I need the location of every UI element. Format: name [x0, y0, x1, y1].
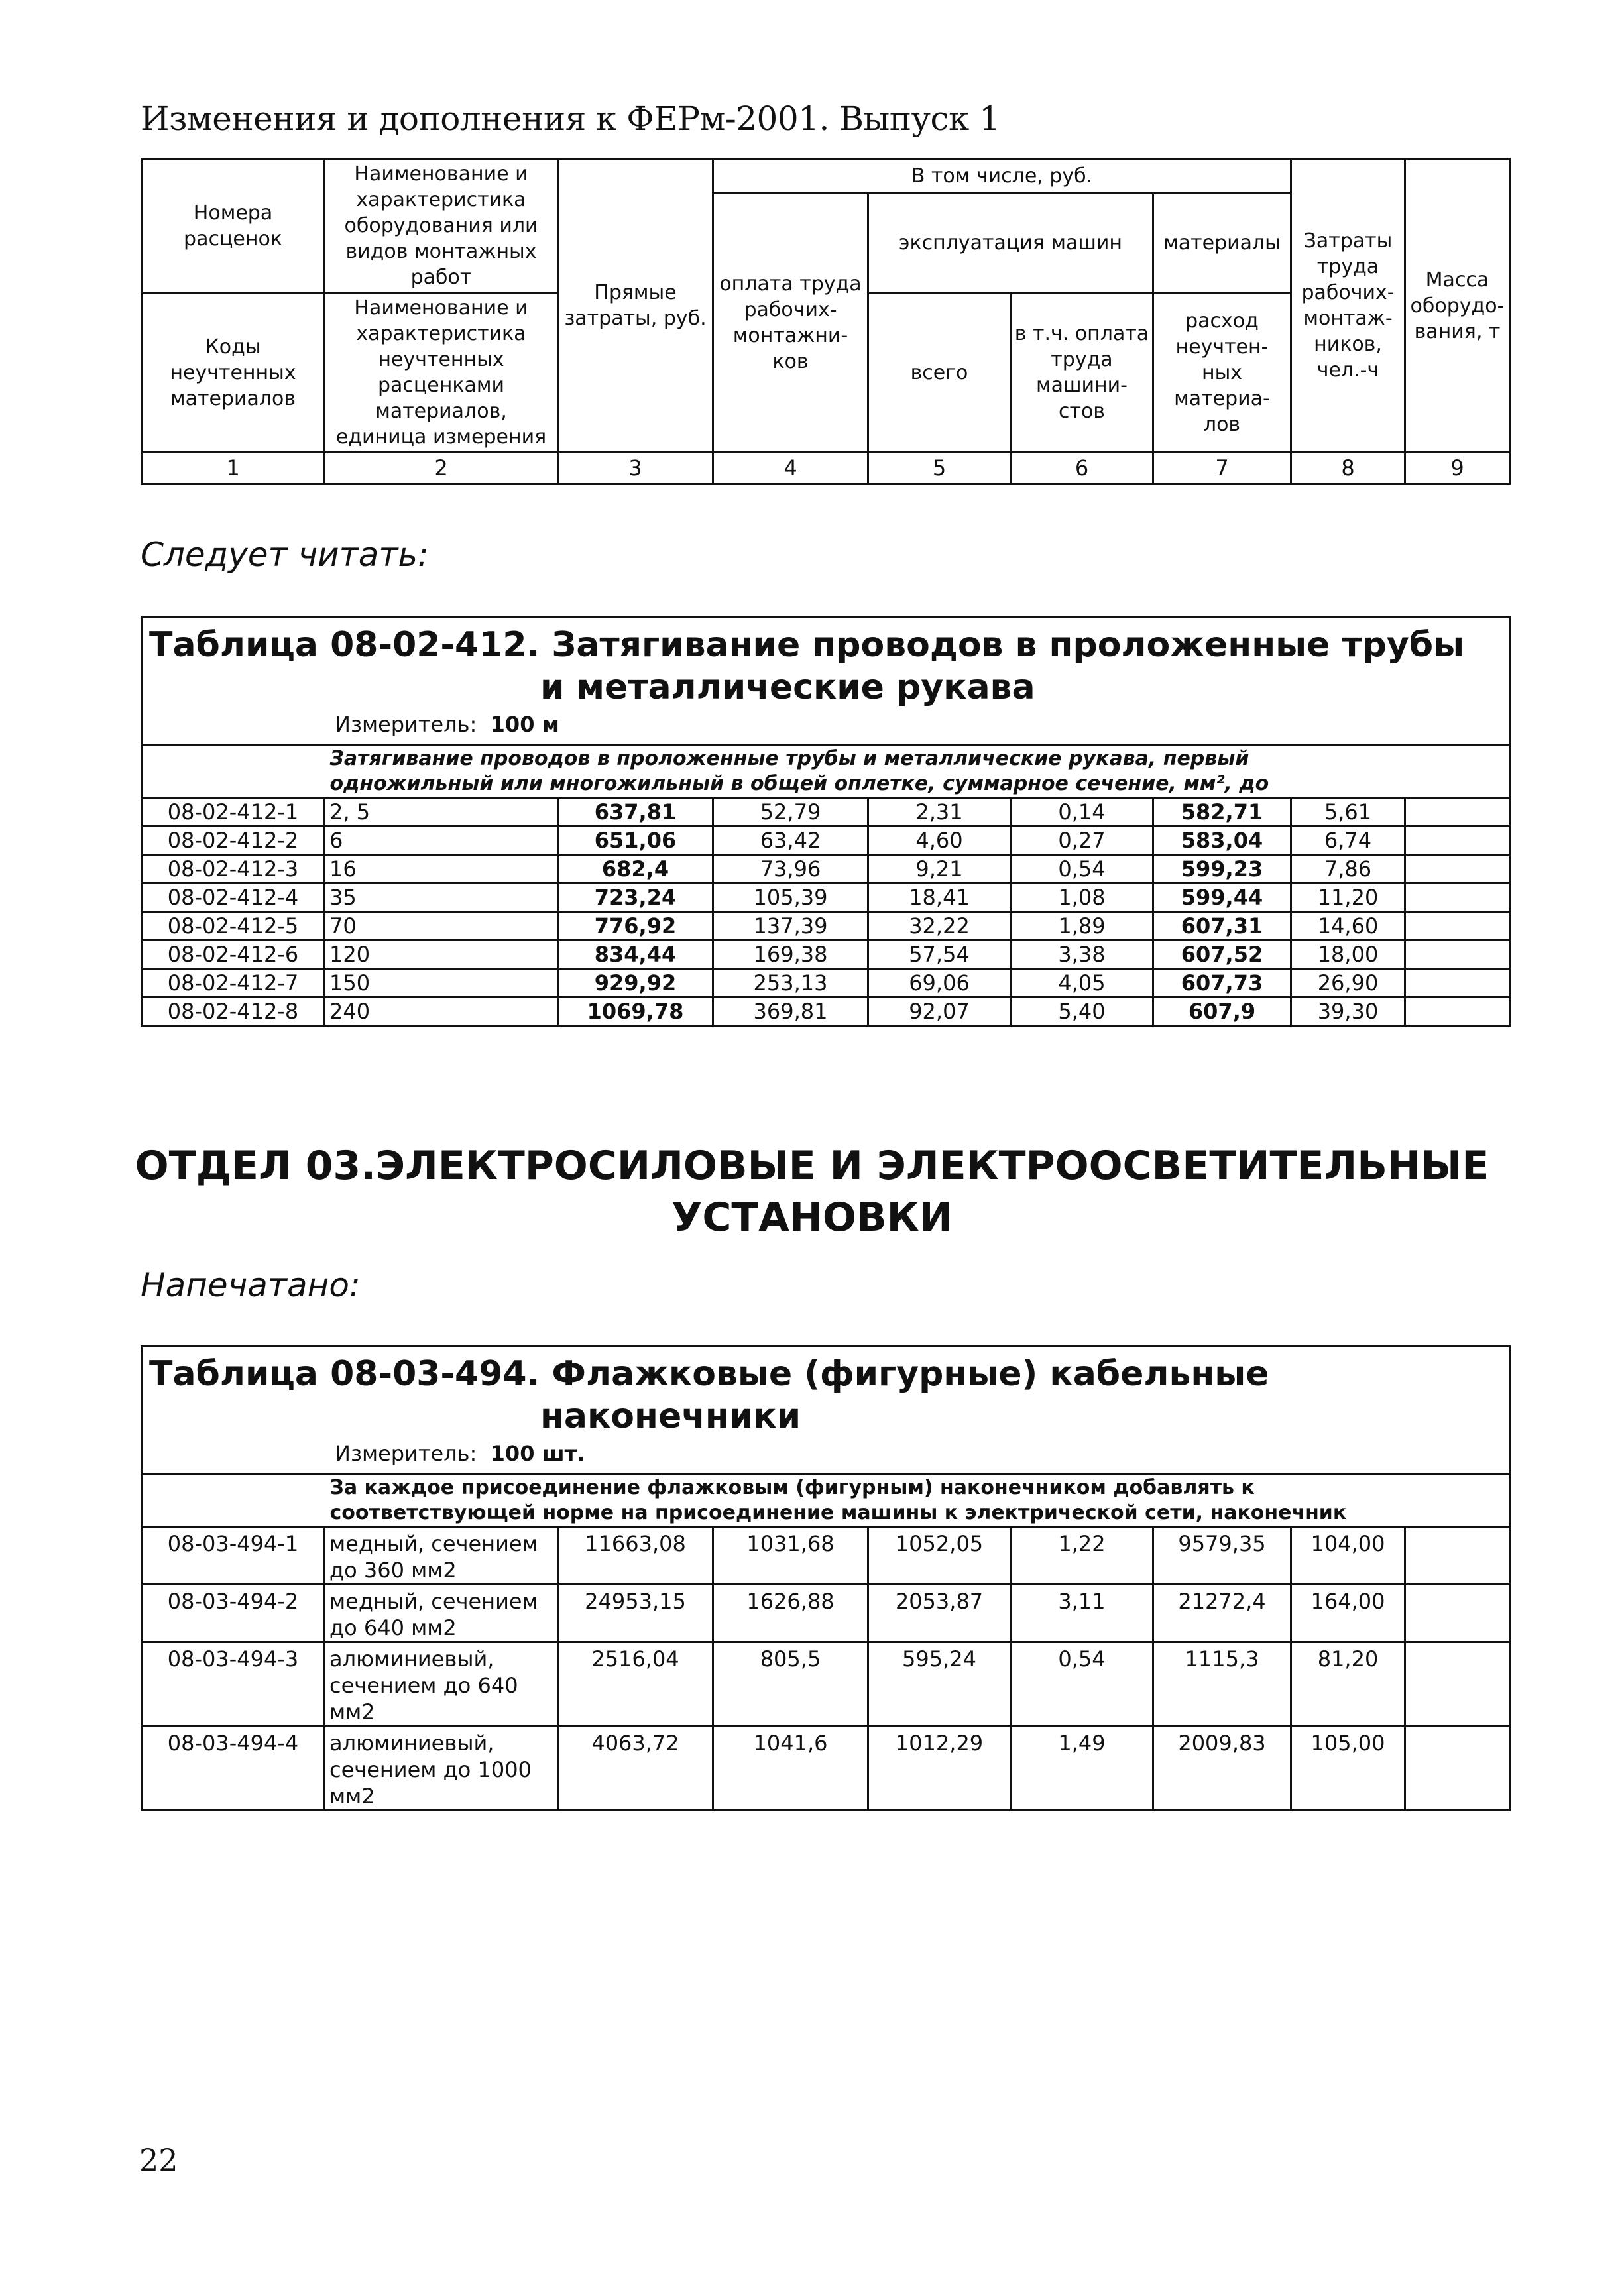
wages-value: 52,79 — [713, 798, 868, 827]
section-value: 120 — [325, 941, 558, 969]
section-value: 240 — [325, 998, 558, 1026]
header-cell-mass: Масса оборудо-вания, т — [1405, 159, 1510, 453]
column-number: 5 — [868, 453, 1011, 484]
materials-value: 21272,4 — [1153, 1585, 1291, 1642]
mass-value — [1405, 1727, 1510, 1811]
section-value: 35 — [325, 884, 558, 912]
table-row — [142, 1527, 1510, 1585]
materials-value: 607,73 — [1153, 969, 1291, 998]
item-name-line: до 360 мм2 — [329, 1558, 457, 1583]
labor-value: 104,00 — [1291, 1527, 1405, 1585]
table-row — [142, 827, 1510, 855]
table-row — [142, 912, 1510, 941]
measure-value: 100 м — [490, 712, 559, 737]
description-line-2: одножильный или многожильный в общей оплетке, суммарное сечение, мм², до — [329, 772, 1269, 795]
mass-value — [1405, 998, 1510, 1026]
rate-code: 08-02-412-2 — [142, 827, 325, 855]
table-row — [142, 798, 1510, 827]
column-number: 6 — [1011, 453, 1153, 484]
section-value: 2, 5 — [325, 798, 558, 827]
mass-value — [1405, 884, 1510, 912]
section-title-line-1: ОТДЕЛ 03.ЭЛЕКТРОСИЛОВЫЕ И ЭЛЕКТРООСВЕТИТЕЛЬНЫЕ — [135, 1143, 1489, 1189]
table-row — [142, 1585, 1510, 1642]
section-value: 70 — [325, 912, 558, 941]
materials-value: 599,23 — [1153, 855, 1291, 884]
description-spacer — [142, 1475, 325, 1527]
wages-value: 105,39 — [713, 884, 868, 912]
direct-costs-value: 24953,15 — [558, 1585, 713, 1642]
direct-costs-value: 929,92 — [558, 969, 713, 998]
item-name-line: мм2 — [329, 1699, 375, 1725]
rate-code: 08-02-412-1 — [142, 798, 325, 827]
mass-value — [1405, 912, 1510, 941]
table-title-line-1: Таблица 08-03-494. Флажковые (фигурные) кабельные — [149, 1354, 1269, 1394]
machines-total-value: 9,21 — [868, 855, 1011, 884]
header-cell-wages: оплата труда рабочих-монтажни-ков — [713, 194, 868, 453]
table-title — [142, 618, 1510, 709]
rate-table-08-03-494 — [141, 1345, 1511, 1811]
materials-value: 583,04 — [1153, 827, 1291, 855]
rate-code: 08-02-412-6 — [142, 941, 325, 969]
rate-code: 08-03-494-1 — [142, 1527, 325, 1585]
direct-costs-value: 4063,72 — [558, 1727, 713, 1811]
rate-code: 08-03-494-2 — [142, 1585, 325, 1642]
header-cell-name: Наименование и характеристика оборудования или видов монтажных работ — [325, 159, 558, 293]
direct-costs-value: 776,92 — [558, 912, 713, 941]
direct-costs-value: 11663,08 — [558, 1527, 713, 1585]
table-title — [142, 1347, 1510, 1438]
mass-value — [1405, 1585, 1510, 1642]
section-value: 6 — [325, 827, 558, 855]
table-row — [142, 969, 1510, 998]
machines-total-value: 2,31 — [868, 798, 1011, 827]
section-value: 16 — [325, 855, 558, 884]
header-cell-group: В том числе, руб. — [713, 159, 1291, 194]
measure-label: Измеритель: — [335, 712, 477, 737]
machinist-wages-value: 1,08 — [1011, 884, 1153, 912]
machinist-wages-value: 1,22 — [1011, 1527, 1153, 1585]
note-printed: Напечатано: — [141, 1266, 361, 1304]
materials-value: 607,31 — [1153, 912, 1291, 941]
item-name — [325, 1527, 558, 1585]
item-name — [325, 1585, 558, 1642]
header-cell-labor: Затраты труда рабочих-монтаж-ников, чел.-ч — [1291, 159, 1405, 453]
wages-value: 63,42 — [713, 827, 868, 855]
labor-value: 26,90 — [1291, 969, 1405, 998]
machinist-wages-value: 0,27 — [1011, 827, 1153, 855]
running-head: Изменения и дополнения к ФЕРм-2001. Выпуск 1 — [141, 99, 1000, 138]
header-cell-material-codes: Коды неучтенных материалов — [142, 293, 325, 453]
wages-value: 137,39 — [713, 912, 868, 941]
machinist-wages-value: 4,05 — [1011, 969, 1153, 998]
wages-value: 1626,88 — [713, 1585, 868, 1642]
note-should-read: Следует читать: — [141, 536, 429, 574]
section-title — [133, 1140, 1491, 1243]
direct-costs-value: 637,81 — [558, 798, 713, 827]
machinist-wages-value: 5,40 — [1011, 998, 1153, 1026]
labor-value: 7,86 — [1291, 855, 1405, 884]
labor-value: 11,20 — [1291, 884, 1405, 912]
section-title-line-2: УСТАНОВКИ — [671, 1194, 953, 1241]
description-line-1: За каждое присоединение флажковым (фигурным) наконечником добавлять к — [329, 1476, 1255, 1499]
labor-value: 6,74 — [1291, 827, 1405, 855]
wages-value: 805,5 — [713, 1642, 868, 1727]
labor-value: 105,00 — [1291, 1727, 1405, 1811]
direct-costs-value: 723,24 — [558, 884, 713, 912]
table-title-line-2: и металлические рукава — [540, 667, 1035, 707]
table-description — [325, 1475, 1510, 1527]
labor-value: 18,00 — [1291, 941, 1405, 969]
column-number: 3 — [558, 453, 713, 484]
rate-code: 08-03-494-3 — [142, 1642, 325, 1727]
direct-costs-value: 651,06 — [558, 827, 713, 855]
wages-value: 253,13 — [713, 969, 868, 998]
machines-total-value: 4,60 — [868, 827, 1011, 855]
materials-value: 599,44 — [1153, 884, 1291, 912]
labor-value: 14,60 — [1291, 912, 1405, 941]
column-number: 8 — [1291, 453, 1405, 484]
mass-value — [1405, 855, 1510, 884]
materials-value: 2009,83 — [1153, 1727, 1291, 1811]
header-cell-direct-costs: Прямые затраты, руб. — [558, 159, 713, 453]
rate-code: 08-02-412-5 — [142, 912, 325, 941]
labor-value: 5,61 — [1291, 798, 1405, 827]
wages-value: 73,96 — [713, 855, 868, 884]
description-spacer — [142, 746, 325, 798]
description-line-1: Затягивание проводов в проложенные трубы и металлические рукава, первый — [329, 747, 1249, 770]
wages-value: 1041,6 — [713, 1727, 868, 1811]
machinist-wages-value: 0,54 — [1011, 855, 1153, 884]
header-cell-machines: эксплуатация машин — [868, 194, 1153, 293]
item-name-line: медный, сечением — [329, 1531, 538, 1556]
direct-costs-value: 682,4 — [558, 855, 713, 884]
table-row — [142, 1642, 1510, 1727]
materials-value: 1115,3 — [1153, 1642, 1291, 1727]
machines-total-value: 69,06 — [868, 969, 1011, 998]
measure-label: Измеритель: — [335, 1441, 477, 1466]
item-name-line: алюминиевый, — [329, 1646, 494, 1672]
measure-value: 100 шт. — [490, 1441, 585, 1466]
materials-value: 607,9 — [1153, 998, 1291, 1026]
item-name — [325, 1727, 558, 1811]
item-name-line: до 640 мм2 — [329, 1615, 457, 1640]
labor-value: 164,00 — [1291, 1585, 1405, 1642]
machines-total-value: 32,22 — [868, 912, 1011, 941]
machines-total-value: 18,41 — [868, 884, 1011, 912]
mass-value — [1405, 827, 1510, 855]
column-number: 7 — [1153, 453, 1291, 484]
table-measure — [142, 1438, 1510, 1475]
table-row — [142, 941, 1510, 969]
table-body — [142, 1527, 1510, 1811]
wages-value: 369,81 — [713, 998, 868, 1026]
machinist-wages-value: 0,14 — [1011, 798, 1153, 827]
rate-code: 08-02-412-8 — [142, 998, 325, 1026]
item-name-line: алюминиевый, — [329, 1731, 494, 1756]
item-name-line: мм2 — [329, 1784, 375, 1809]
machinist-wages-value: 3,38 — [1011, 941, 1153, 969]
materials-value: 582,71 — [1153, 798, 1291, 827]
mass-value — [1405, 798, 1510, 827]
table-title-line-2: наконечники — [540, 1397, 801, 1436]
machinist-wages-value: 1,49 — [1011, 1727, 1153, 1811]
rate-code: 08-02-412-4 — [142, 884, 325, 912]
machines-total-value: 595,24 — [868, 1642, 1011, 1727]
header-cell-material-consumption: расход неучтен-ных материа-лов — [1153, 293, 1291, 453]
machines-total-value: 1012,29 — [868, 1727, 1011, 1811]
rate-code: 08-03-494-4 — [142, 1727, 325, 1811]
wages-value: 1031,68 — [713, 1527, 868, 1585]
item-name — [325, 1642, 558, 1727]
item-name-line: медный, сечением — [329, 1589, 538, 1614]
header-cell-codes: Номера расценок — [142, 159, 325, 293]
direct-costs-value: 834,44 — [558, 941, 713, 969]
materials-value: 9579,35 — [1153, 1527, 1291, 1585]
column-header-table — [141, 158, 1511, 485]
rate-code: 08-02-412-7 — [142, 969, 325, 998]
header-cell-material-name: Наименование и характеристика неучтенных расценками материалов, единица измерения — [325, 293, 558, 453]
rate-code: 08-02-412-3 — [142, 855, 325, 884]
header-cell-machinist-wages: в т.ч. оплата труда машини-стов — [1011, 293, 1153, 453]
mass-value — [1405, 941, 1510, 969]
machines-total-value: 1052,05 — [868, 1527, 1011, 1585]
wages-value: 169,38 — [713, 941, 868, 969]
machines-total-value: 92,07 — [868, 998, 1011, 1026]
section-value: 150 — [325, 969, 558, 998]
table-row — [142, 1727, 1510, 1811]
table-body — [142, 798, 1510, 1026]
table-measure — [142, 709, 1510, 746]
labor-value: 81,20 — [1291, 1642, 1405, 1727]
column-number: 4 — [713, 453, 868, 484]
machinist-wages-value: 3,11 — [1011, 1585, 1153, 1642]
direct-costs-value: 1069,78 — [558, 998, 713, 1026]
rate-table-08-02-412 — [141, 616, 1511, 1027]
machines-total-value: 57,54 — [868, 941, 1011, 969]
header-cell-materials: материалы — [1153, 194, 1291, 293]
mass-value — [1405, 1642, 1510, 1727]
machinist-wages-value: 1,89 — [1011, 912, 1153, 941]
column-number: 2 — [325, 453, 558, 484]
table-row — [142, 998, 1510, 1026]
column-number: 1 — [142, 453, 325, 484]
direct-costs-value: 2516,04 — [558, 1642, 713, 1727]
page-number: 22 — [139, 2142, 178, 2178]
header-cell-machines-total: всего — [868, 293, 1011, 453]
table-description — [325, 746, 1510, 798]
item-name-line: сечением до 1000 — [329, 1757, 532, 1782]
column-number: 9 — [1405, 453, 1510, 484]
item-name-line: сечением до 640 — [329, 1673, 518, 1698]
mass-value — [1405, 969, 1510, 998]
description-line-2: соответствующей норме на присоединение машины к электрической сети, наконечник — [329, 1501, 1347, 1524]
table-title-line-1: Таблица 08-02-412. Затягивание проводов в проложенные трубы — [149, 625, 1465, 665]
machinist-wages-value: 0,54 — [1011, 1642, 1153, 1727]
table-row — [142, 884, 1510, 912]
mass-value — [1405, 1527, 1510, 1585]
machines-total-value: 2053,87 — [868, 1585, 1011, 1642]
labor-value: 39,30 — [1291, 998, 1405, 1026]
table-row — [142, 855, 1510, 884]
materials-value: 607,52 — [1153, 941, 1291, 969]
